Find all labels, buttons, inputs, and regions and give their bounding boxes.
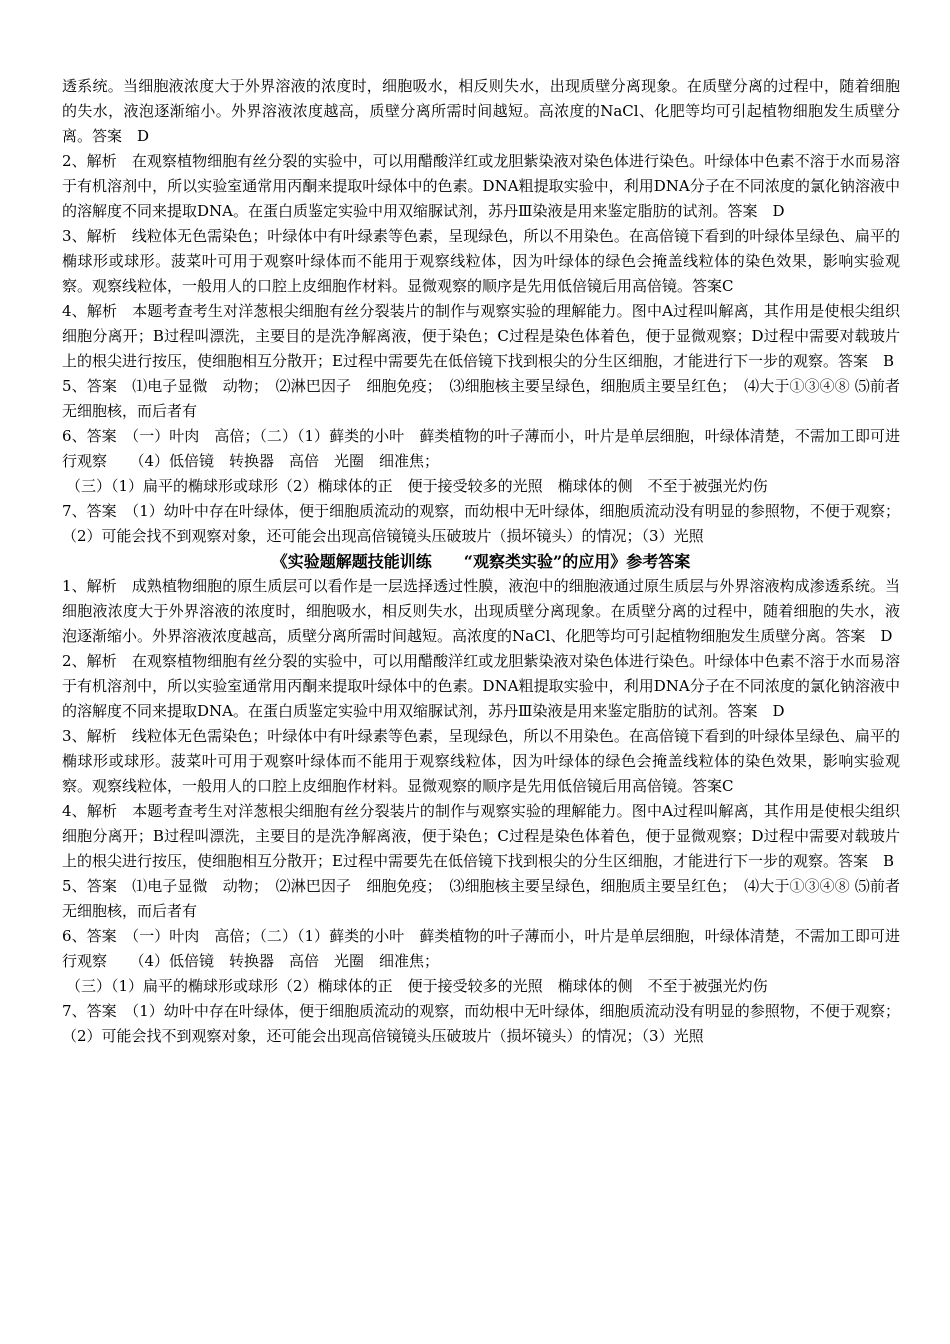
answer-continuation: 透系统。当细胞液浓度大于外界溶液的浓度时，细胞吸水，相反则失水，出现质壁分离现象。在质壁分离的过程中，随着细胞的失水，液泡逐渐缩小。外界溶液浓度越高，质壁分离所需时间越短。高浓度的NaCl、化肥等均可引起植物细胞发生质壁分离。答案 D — [62, 77, 900, 145]
section-title: 《实验题解题技能训练 “观察类实验”的应用》参考答案 — [271, 552, 691, 571]
answer-6-part-3: （三）（1）扁平的椭球形或球形（2）椭球体的正 便于接受较多的光照 椭球体的侧 不至于被强光灼伤 — [66, 477, 768, 495]
answer-5: 5、答案 ⑴电子显微 动物； ⑵淋巴因子 细胞免疫； ⑶细胞核主要呈绿色，细胞质主要呈红色； ⑷大于①③④⑧ ⑸前者无细胞核，而后者有 — [62, 877, 900, 920]
answer-3: 3、解析 线粒体无色需染色；叶绿体中有叶绿素等色素，呈现绿色，所以不用染色。在高倍镜下看到的叶绿体呈绿色、扁平的椭球形或球形。菠菜叶可用于观察叶绿体而不能用于观察线粒体，因为叶绿体的绿色会掩盖线粒体的染色效果，影响实验观察。观察线粒体，一般用人的口腔上皮细胞作材料。显微观察的顺序是先用低倍镜后用高倍镜。答案C — [62, 227, 900, 295]
answer-7: 7、答案 （1）幼叶中存在叶绿体，便于细胞质流动的观察，而幼根中无叶绿体，细胞质流动没有明显的参照物，不便于观察；（2）可能会找不到观察对象，还可能会出现高倍镜镜头压破玻片（损坏镜头）的情况；（3）光照 — [62, 1002, 900, 1045]
answer-2: 2、解析 在观察植物细胞有丝分裂的实验中，可以用醋酸洋红或龙胆紫染液对染色体进行染色。叶绿体中色素不溶于水而易溶于有机溶剂中，所以实验室通常用丙酮来提取叶绿体中的色素。DNA粗提取实验中，利用DNA分子在不同浓度的氯化钠溶液中的溶解度不同来提取DNA。在蛋白质鉴定实验中用双缩脲试剂，苏丹Ⅲ染液是用来鉴定脂肪的试剂。答案 D — [62, 152, 900, 220]
answers-section-1 — [62, 74, 900, 549]
answer-4: 4、解析 本题考查考生对洋葱根尖细胞有丝分裂装片的制作与观察实验的理解能力。图中A过程叫解离，其作用是使根尖组织细胞分离开；B过程叫漂洗，主要目的是洗净解离液，便于染色；C过程是染色体着色，便于显微观察；D过程中需要对载玻片上的根尖进行按压，使细胞相互分散开；E过程中需要先在低倍镜下找到根尖的分生区细胞，才能进行下一步的观察。答案 B — [62, 802, 900, 870]
answer-7: 7、答案 （1）幼叶中存在叶绿体，便于细胞质流动的观察，而幼根中无叶绿体，细胞质流动没有明显的参照物，不便于观察；（2）可能会找不到观察对象，还可能会出现高倍镜镜头压破玻片（损坏镜头）的情况；（3）光照 — [62, 502, 900, 545]
answer-6: 6、答案 （一）叶肉 高倍；（二）（1）藓类的小叶 藓类植物的叶子薄而小，叶片是单层细胞，叶绿体清楚，不需加工即可进行观察 （4）低倍镜 转换器 高倍 光圈 细准焦； — [62, 927, 900, 970]
answer-5: 5、答案 ⑴电子显微 动物； ⑵淋巴因子 细胞免疫； ⑶细胞核主要呈绿色，细胞质主要呈红色； ⑷大于①③④⑧ ⑸前者无细胞核，而后者有 — [62, 377, 900, 420]
answer-6: 6、答案 （一）叶肉 高倍；（二）（1）藓类的小叶 藓类植物的叶子薄而小，叶片是单层细胞，叶绿体清楚，不需加工即可进行观察 （4）低倍镜 转换器 高倍 光圈 细准焦； — [62, 427, 900, 470]
answer-1: 1、解析 成熟植物细胞的原生质层可以看作是一层选择透过性膜，液泡中的细胞液通过原生质层与外界溶液构成渗透系统。当细胞液浓度大于外界溶液的浓度时，细胞吸水，相反则失水，出现质壁分离现象。在质壁分离的过程中，随着细胞的失水，液泡逐渐缩小。外界溶液浓度越高，质壁分离所需时间越短。高浓度的NaCl、化肥等均可引起植物细胞发生质壁分离。答案 D — [62, 577, 900, 645]
answer-6-part-3: （三）（1）扁平的椭球形或球形（2）椭球体的正 便于接受较多的光照 椭球体的侧 不至于被强光灼伤 — [66, 977, 768, 995]
answer-4: 4、解析 本题考查考生对洋葱根尖细胞有丝分裂装片的制作与观察实验的理解能力。图中A过程叫解离，其作用是使根尖组织细胞分离开；B过程叫漂洗，主要目的是洗净解离液，便于染色；C过程是染色体着色，便于显微观察；D过程中需要对载玻片上的根尖进行按压，使细胞相互分散开；E过程中需要先在低倍镜下找到根尖的分生区细胞，才能进行下一步的观察。答案 B — [62, 302, 900, 370]
answers-section-2 — [62, 574, 900, 1049]
document-page — [62, 74, 900, 1049]
answer-3: 3、解析 线粒体无色需染色；叶绿体中有叶绿素等色素，呈现绿色，所以不用染色。在高倍镜下看到的叶绿体呈绿色、扁平的椭球形或球形。菠菜叶可用于观察叶绿体而不能用于观察线粒体，因为叶绿体的绿色会掩盖线粒体的染色效果，影响实验观察。观察线粒体，一般用人的口腔上皮细胞作材料。显微观察的顺序是先用低倍镜后用高倍镜。答案C — [62, 727, 900, 795]
answer-2: 2、解析 在观察植物细胞有丝分裂的实验中，可以用醋酸洋红或龙胆紫染液对染色体进行染色。叶绿体中色素不溶于水而易溶于有机溶剂中，所以实验室通常用丙酮来提取叶绿体中的色素。DNA粗提取实验中，利用DNA分子在不同浓度的氯化钠溶液中的溶解度不同来提取DNA。在蛋白质鉴定实验中用双缩脲试剂，苏丹Ⅲ染液是用来鉴定脂肪的试剂。答案 D — [62, 652, 900, 720]
